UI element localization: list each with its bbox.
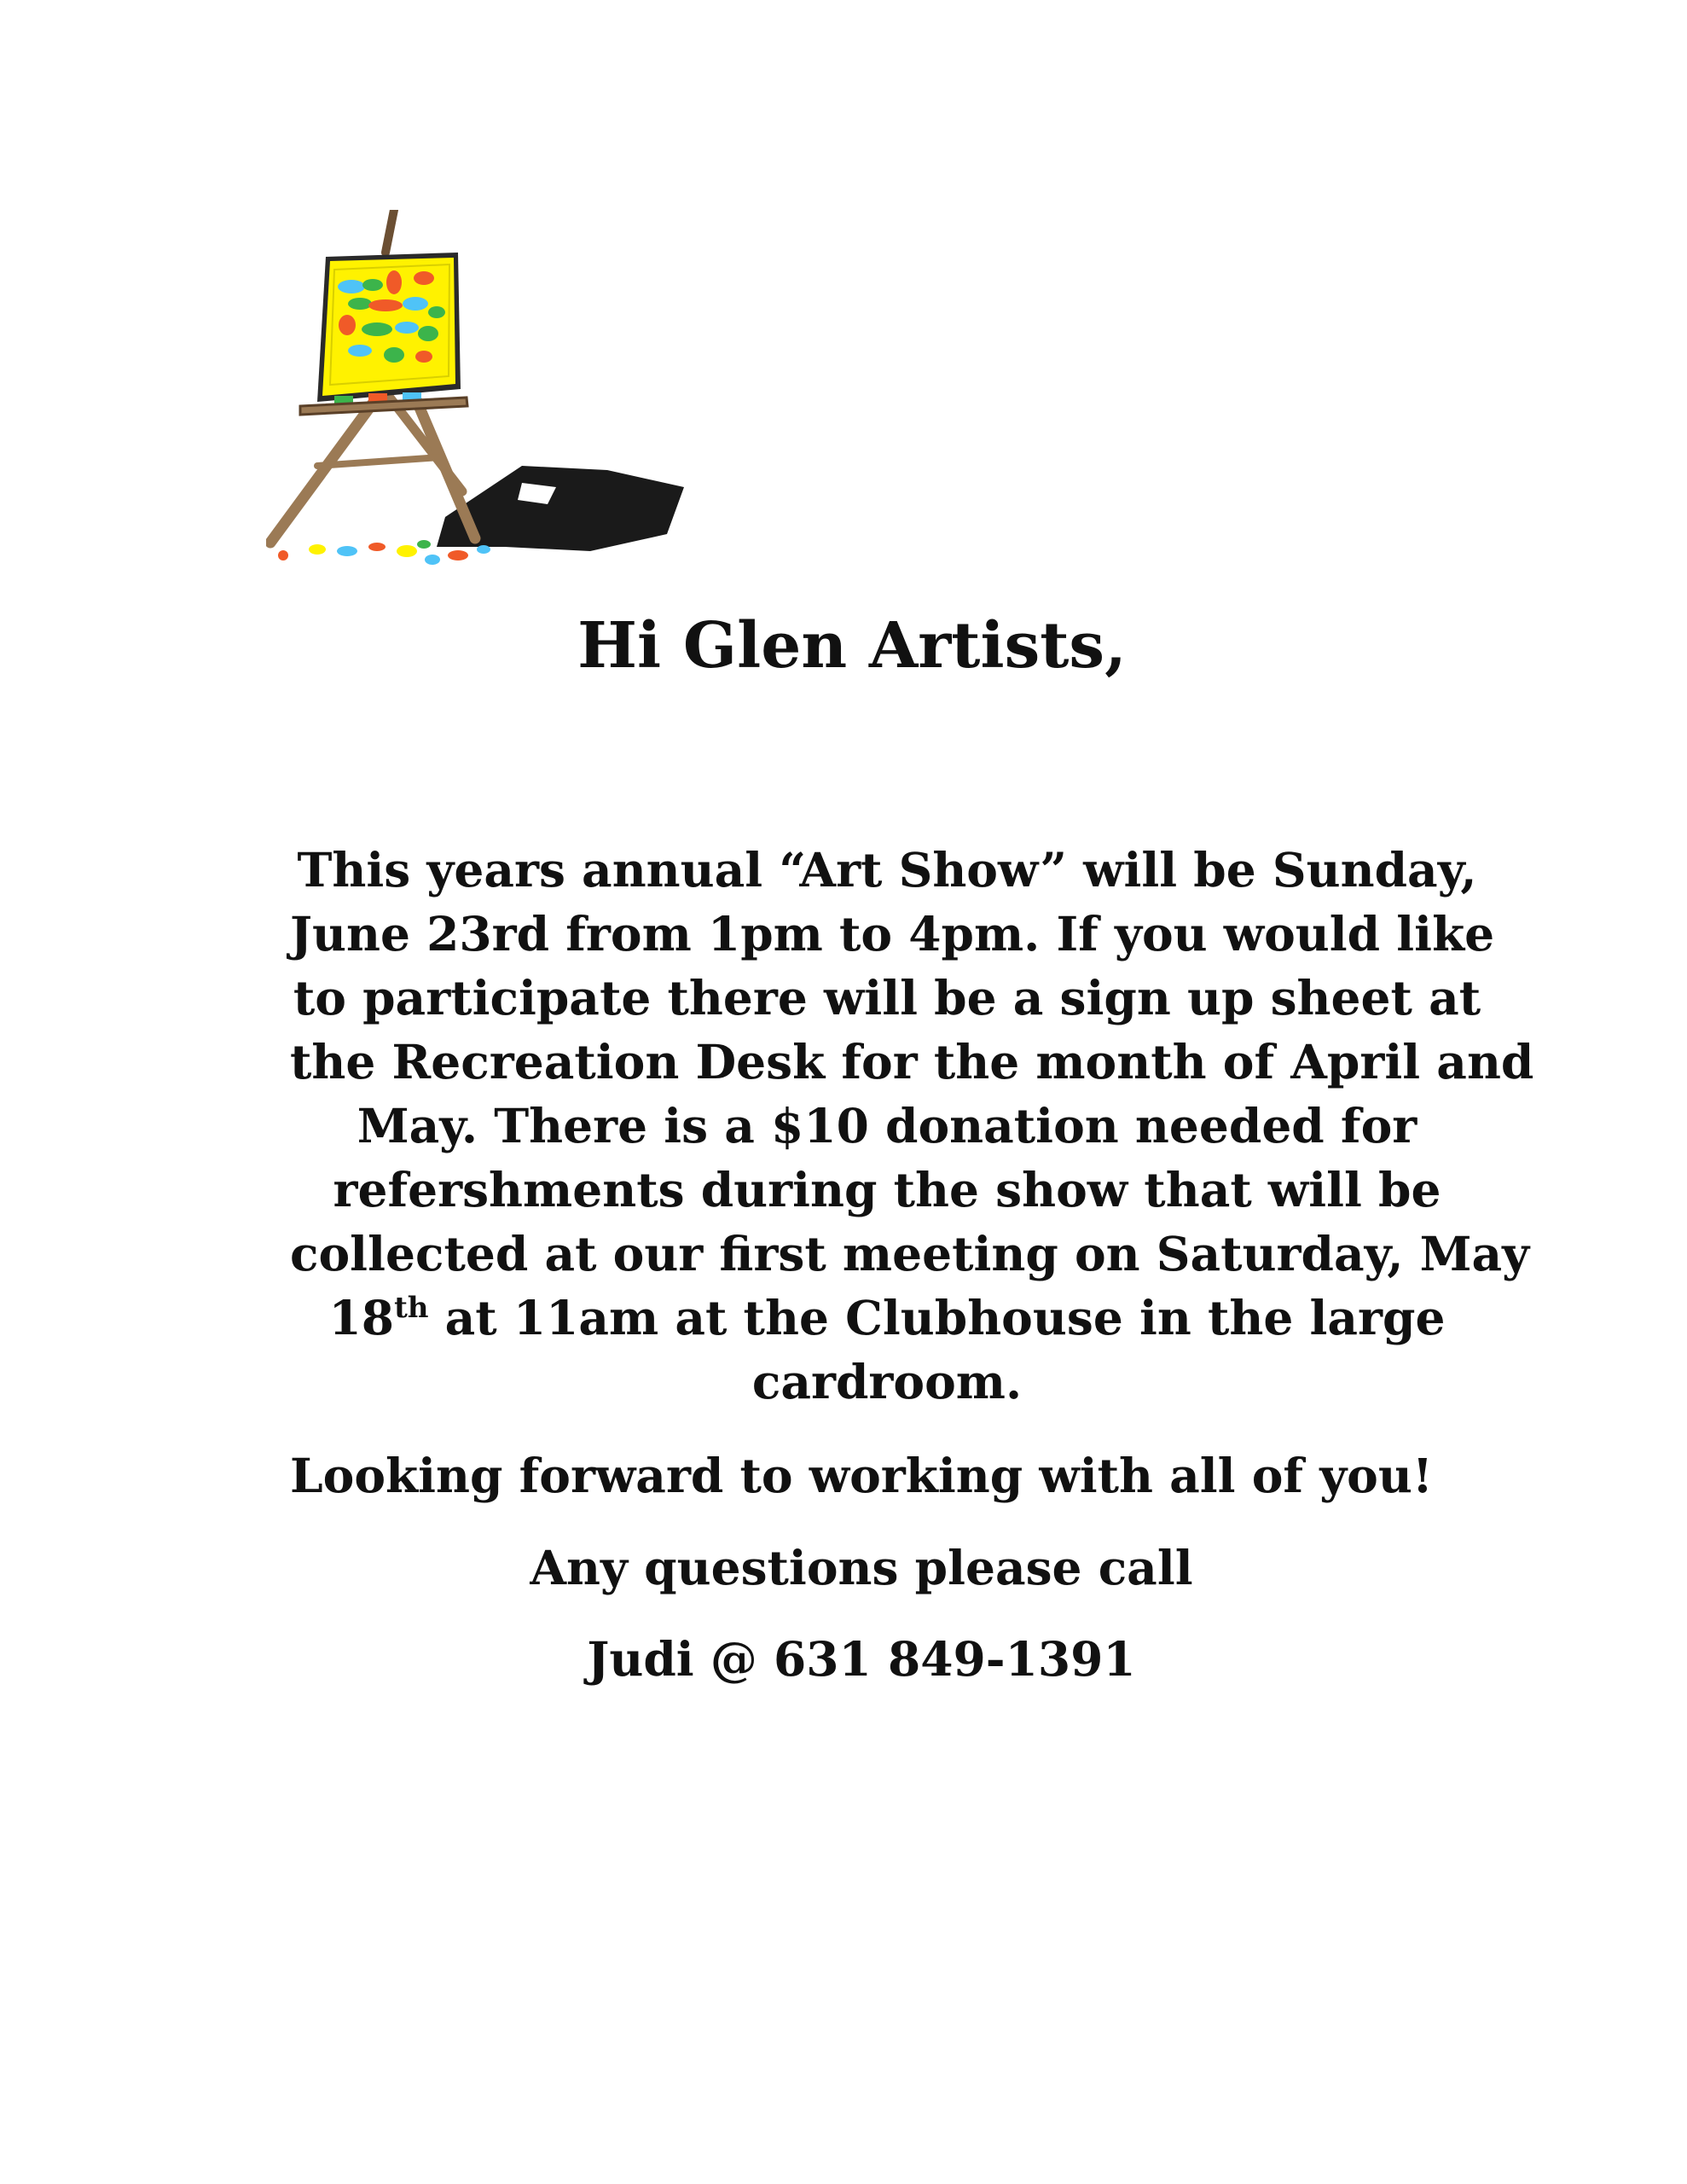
body-line: This years annual “Art Show” will be Sunday, — [297, 842, 1477, 897]
closing-line: Looking forward to working with all of you! — [290, 1448, 1433, 1503]
body-line: refershments during the show that will be — [333, 1162, 1441, 1217]
contact-line: Judi @ 631 849-1391 — [587, 1631, 1136, 1687]
body-line: to participate there will be a sign up sheet at — [293, 970, 1481, 1025]
meeting-date-line — [290, 1286, 1484, 1350]
body-line: June 23rd from 1pm to 4pm. If you would like — [290, 906, 1495, 961]
ordinal-suffix: th — [394, 1291, 429, 1325]
easel-painting-icon — [266, 210, 693, 577]
greeting-heading: Hi Glen Artists, — [577, 609, 1127, 682]
body-line: May. There is a $10 donation needed for — [357, 1098, 1417, 1153]
body-line: collected at our first meeting on Saturday, May — [290, 1226, 1530, 1281]
body-line-last: cardroom. — [751, 1354, 1023, 1409]
meeting-details: at 11am at the Clubhouse in the large — [428, 1290, 1446, 1345]
questions-line: Any questions please call — [530, 1540, 1193, 1595]
announcement-paragraph — [290, 838, 1534, 1414]
meeting-day: 18 — [328, 1290, 395, 1345]
body-line: the Recreation Desk for the month of April and — [290, 1034, 1534, 1089]
